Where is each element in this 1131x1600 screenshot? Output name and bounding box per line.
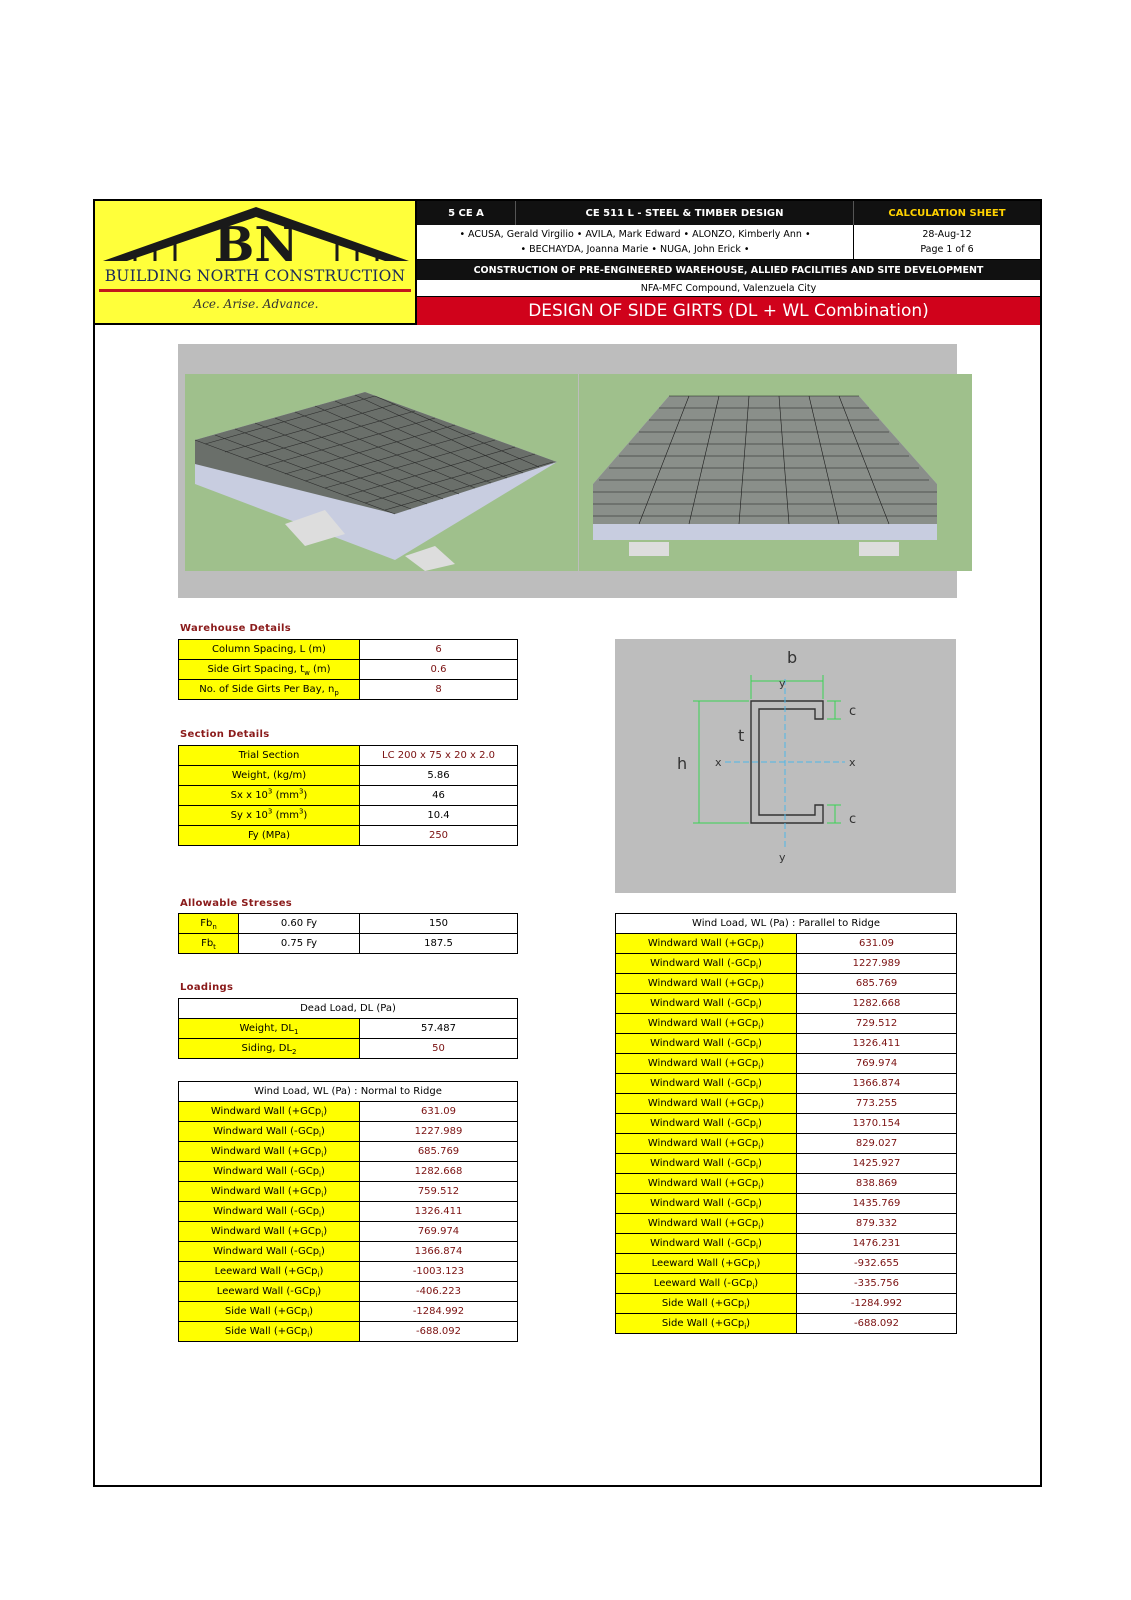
allowable-stresses-label: Allowable Stresses (180, 898, 293, 909)
table-row (616, 1194, 957, 1214)
table-row (179, 766, 518, 786)
table-row (616, 1274, 957, 1294)
row-label: Siding, $DL_2$ (179, 1039, 360, 1059)
row-label: Windward Wall (+GCp$_i$) (616, 934, 797, 954)
company-logo (95, 201, 417, 325)
table-header-row (616, 914, 957, 934)
header-date-page (854, 225, 1040, 260)
row-label: Windward Wall (+GCp$_i$) (179, 1222, 360, 1242)
table-row (616, 1114, 957, 1134)
model-images-panel (178, 344, 957, 598)
label-y-bottom: y (779, 851, 786, 864)
table-row (616, 1014, 957, 1034)
row-label: Column Spacing, L (m) (179, 640, 360, 660)
table-row (616, 994, 957, 1014)
row-label: Sy x $10^3$ $(mm^3)$ (179, 806, 360, 826)
row-value: 10.4 (360, 806, 518, 826)
row-value: 769.974 (360, 1222, 518, 1242)
table-row (179, 914, 518, 934)
row-value: -932.655 (797, 1254, 957, 1274)
sheet-page: Page 1 of 6 (920, 244, 974, 255)
c-section-diagram (615, 639, 956, 893)
row-value: 829.027 (797, 1134, 957, 1154)
table-row (179, 1222, 518, 1242)
label-c-top: c (849, 704, 857, 719)
row-label: Windward Wall (+GCp$_i$) (179, 1182, 360, 1202)
row-label: Windward Wall (+GCp$_i$) (179, 1102, 360, 1122)
dead-load-title: Dead Load, DL (Pa) (179, 999, 518, 1019)
table-row (179, 1182, 518, 1202)
table-row (616, 934, 957, 954)
row-label: Windward Wall (-GCp$_i$) (179, 1202, 360, 1222)
row-value: -1284.992 (360, 1302, 518, 1322)
row-value: 1366.874 (360, 1242, 518, 1262)
row-label: Windward Wall (-GCp$_i$) (616, 1194, 797, 1214)
warehouse-model-image-left (185, 374, 578, 571)
row-factor: 0.60 Fy (239, 914, 360, 934)
header-location: NFA-MFC Compound, Valenzuela City (417, 280, 1040, 297)
row-label: Sx x $10^3$ $(mm^3)$ (179, 786, 360, 806)
row-label: Leeward Wall (-GCp$_i$) (179, 1282, 360, 1302)
table-row (179, 1142, 518, 1162)
table-row (179, 786, 518, 806)
wind-load-normal-table (178, 1081, 518, 1342)
row-label: Side Wall (+GCp$_i$) (179, 1302, 360, 1322)
row-label: Windward Wall (+GCp$_i$) (179, 1142, 360, 1162)
table-row (616, 1234, 957, 1254)
table-row (616, 1294, 957, 1314)
row-value: 150 (360, 914, 518, 934)
row-label: Windward Wall (-GCp$_i$) (179, 1242, 360, 1262)
row-label: Fy (MPa) (179, 826, 360, 846)
row-value: LC 200 x 75 x 20 x 2.0 (360, 746, 518, 766)
row-label: $Fb_n$ (179, 914, 239, 934)
table-row (179, 1262, 518, 1282)
logo-roof-icon (95, 201, 417, 267)
row-value: -1284.992 (797, 1294, 957, 1314)
table-row (179, 640, 518, 660)
dead-load-table (178, 998, 518, 1059)
warehouse-model-image-right (579, 374, 972, 571)
table-row (179, 660, 518, 680)
row-label: Trial Section (179, 746, 360, 766)
section-details-label: Section Details (180, 729, 270, 740)
table-row (616, 1254, 957, 1274)
row-value: 1435.769 (797, 1194, 957, 1214)
table-row (179, 826, 518, 846)
row-value: 50 (360, 1039, 518, 1059)
row-value: 5.86 (360, 766, 518, 786)
row-value: 6 (360, 640, 518, 660)
row-label: Side Wall (+GCp$_i$) (616, 1294, 797, 1314)
table-row (616, 1094, 957, 1114)
row-label: Windward Wall (+GCp$_i$) (616, 1174, 797, 1194)
table-row (179, 1122, 518, 1142)
row-label: $Fb_t$ (179, 934, 239, 954)
row-label: Windward Wall (-GCp$_i$) (616, 1114, 797, 1134)
row-label: Windward Wall (-GCp$_i$) (616, 1034, 797, 1054)
label-y-top: y (779, 677, 786, 690)
row-label: Windward Wall (+GCp$_i$) (616, 1214, 797, 1234)
sheet-date: 28-Aug-12 (922, 229, 972, 240)
row-value: 769.974 (797, 1054, 957, 1074)
row-value: 46 (360, 786, 518, 806)
label-c-bottom: c (849, 812, 857, 827)
table-row (179, 1302, 518, 1322)
row-value: 879.332 (797, 1214, 957, 1234)
table-row (616, 1154, 957, 1174)
label-b: b (787, 648, 798, 667)
row-label: Windward Wall (+GCp$_i$) (616, 1054, 797, 1074)
row-value: 1227.989 (797, 954, 957, 974)
header-section: 5 CE A (417, 201, 516, 225)
row-value: 250 (360, 826, 518, 846)
table-row (616, 954, 957, 974)
row-label: Leeward Wall (+GCp$_i$) (179, 1262, 360, 1282)
company-name: BUILDING NORTH CONSTRUCTION (104, 267, 406, 285)
header-authors (417, 225, 854, 260)
row-value: -688.092 (797, 1314, 957, 1334)
row-value: 838.869 (797, 1174, 957, 1194)
logo-divider (99, 289, 411, 292)
authors-line-2: • BECHAYDA, Joanna Marie • NUGA, John Erick • (520, 244, 750, 255)
row-label: Leeward Wall (+GCp$_i$) (616, 1254, 797, 1274)
allowable-stresses-table (178, 913, 518, 954)
table-row (616, 1054, 957, 1074)
row-value: 685.769 (360, 1142, 518, 1162)
table-row (616, 1214, 957, 1234)
row-value: 1326.411 (797, 1034, 957, 1054)
table-row (179, 1102, 518, 1122)
table-row (179, 806, 518, 826)
row-label: Windward Wall (+GCp$_i$) (616, 1094, 797, 1114)
label-x-left: x (715, 756, 722, 769)
table-row (616, 1174, 957, 1194)
row-label: Weight, $DL_1$ (179, 1019, 360, 1039)
row-value: 57.487 (360, 1019, 518, 1039)
row-value: -1003.123 (360, 1262, 518, 1282)
row-label: Windward Wall (-GCp$_i$) (179, 1162, 360, 1182)
row-value: 1476.231 (797, 1234, 957, 1254)
loadings-label: Loadings (180, 982, 234, 993)
row-value: 759.512 (360, 1182, 518, 1202)
row-value: 1425.927 (797, 1154, 957, 1174)
row-label: Windward Wall (-GCp$_i$) (616, 1234, 797, 1254)
authors-line-1: • ACUSA, Gerald Virgilio • AVILA, Mark Edward • ALONZO, Kimberly Ann • (459, 229, 811, 240)
row-label: No. of Side Girts Per Bay, $n_p$ (179, 680, 360, 700)
row-label: Side Wall (+GCp$_i$) (616, 1314, 797, 1334)
row-factor: 0.75 Fy (239, 934, 360, 954)
table-row (616, 1314, 957, 1334)
header-course: CE 511 L - STEEL & TIMBER DESIGN (516, 201, 854, 225)
table-row (179, 1019, 518, 1039)
row-label: Windward Wall (-GCp$_i$) (616, 954, 797, 974)
table-row (179, 1039, 518, 1059)
row-value: 187.5 (360, 934, 518, 954)
row-label: Weight, (kg/m) (179, 766, 360, 786)
company-tagline: Ace. Arise. Advance. (193, 297, 319, 311)
label-h: h (677, 754, 688, 773)
label-t: t (738, 726, 745, 745)
wind-parallel-title: Wind Load, WL (Pa) : Parallel to Ridge (616, 914, 957, 934)
table-row (616, 1074, 957, 1094)
row-value: 0.6 (360, 660, 518, 680)
row-value: 1227.989 (360, 1122, 518, 1142)
table-row (179, 1242, 518, 1262)
table-row (179, 680, 518, 700)
row-value: 773.255 (797, 1094, 957, 1114)
wind-load-parallel-table (615, 913, 957, 1334)
table-row (179, 934, 518, 954)
row-value: -406.223 (360, 1282, 518, 1302)
row-value: 8 (360, 680, 518, 700)
header-project: CONSTRUCTION OF PRE-ENGINEERED WAREHOUSE, ALLIED FACILITIES AND SITE DEVELOPMENT (417, 260, 1040, 280)
row-label: Windward Wall (+GCp$_i$) (616, 1014, 797, 1034)
row-value: 1282.668 (797, 994, 957, 1014)
section-details-table (178, 745, 518, 846)
row-label: Windward Wall (-GCp$_i$) (179, 1122, 360, 1142)
table-row (616, 1034, 957, 1054)
row-value: 1366.874 (797, 1074, 957, 1094)
warehouse-details-table (178, 639, 518, 700)
row-label: Side Girt Spacing, $t_w$ (m) (179, 660, 360, 680)
row-label: Windward Wall (-GCp$_i$) (616, 1074, 797, 1094)
table-row (616, 974, 957, 994)
row-value: 631.09 (797, 934, 957, 954)
row-label: Leeward Wall (-GCp$_i$) (616, 1274, 797, 1294)
wind-normal-title: Wind Load, WL (Pa) : Normal to Ridge (179, 1082, 518, 1102)
warehouse-details-label: Warehouse Details (180, 623, 291, 634)
row-label: Windward Wall (-GCp$_i$) (616, 994, 797, 1014)
row-label: Windward Wall (+GCp$_i$) (616, 1134, 797, 1154)
table-header-row (179, 999, 518, 1019)
row-value: -688.092 (360, 1322, 518, 1342)
row-value: 1282.668 (360, 1162, 518, 1182)
table-row (616, 1134, 957, 1154)
row-label: Side Wall (+GCp$_i$) (179, 1322, 360, 1342)
table-row (179, 1162, 518, 1182)
row-value: 729.512 (797, 1014, 957, 1034)
row-label: Windward Wall (+GCp$_i$) (616, 974, 797, 994)
table-row (179, 746, 518, 766)
row-value: 1326.411 (360, 1202, 518, 1222)
row-value: 1370.154 (797, 1114, 957, 1134)
row-value: 631.09 (360, 1102, 518, 1122)
table-row (179, 1322, 518, 1342)
logo-letters: BN (213, 217, 299, 267)
row-label: Windward Wall (-GCp$_i$) (616, 1154, 797, 1174)
label-x-right: x (849, 756, 856, 769)
row-value: -335.756 (797, 1274, 957, 1294)
table-row (179, 1282, 518, 1302)
sheet-title: DESIGN OF SIDE GIRTS (DL + WL Combination) (417, 297, 1040, 325)
table-row (179, 1202, 518, 1222)
row-value: 685.769 (797, 974, 957, 994)
header-sheet-type: CALCULATION SHEET (854, 201, 1040, 225)
table-header-row (179, 1082, 518, 1102)
